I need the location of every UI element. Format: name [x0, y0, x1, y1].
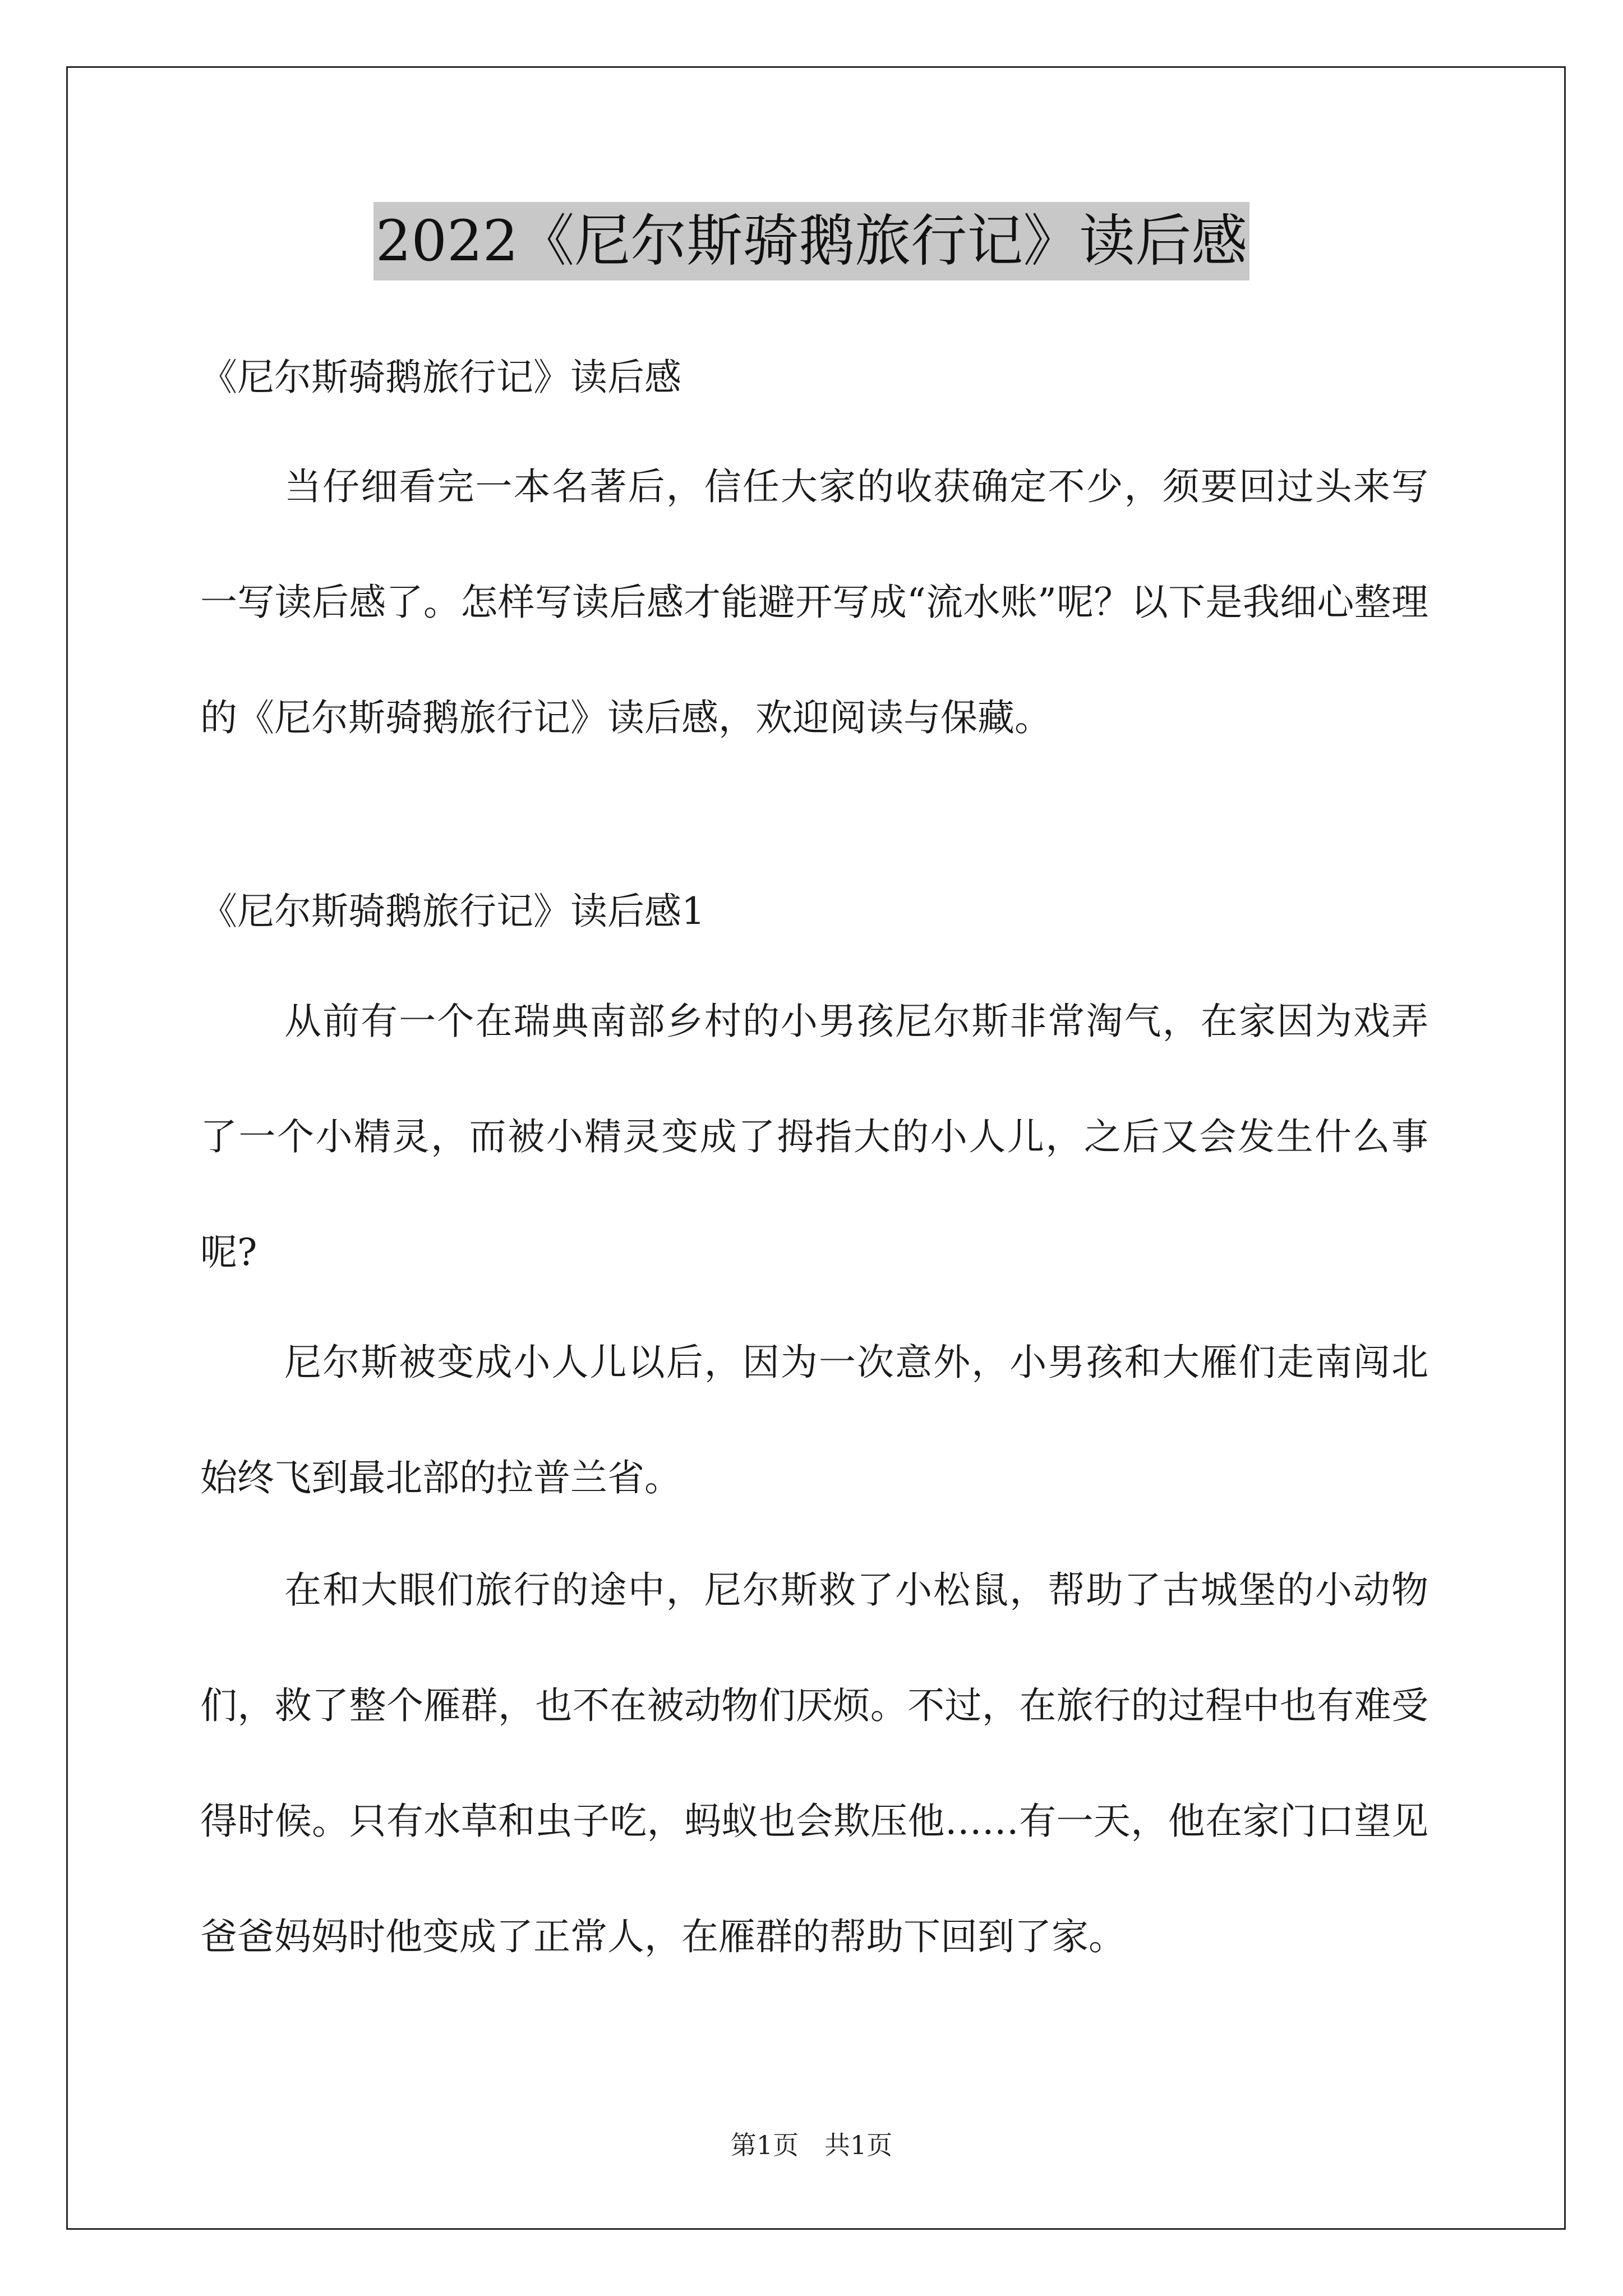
body-paragraph: 尼尔斯被变成小人儿以后，因为一次意外，小男孩和大雁们走南闯北始终飞到最北部的拉普兰省。 — [200, 1341, 1428, 1499]
body-paragraph: 在和大眼们旅行的途中，尼尔斯救了小松鼠，帮助了古城堡的小动物们，救了整个雁群，也不在被动物们厌烦。不过，在旅行的过程中也有难受得时候。只有水草和虫子吃，蚂蚁也会欺压他……有一天，他在家门口望见爸爸妈妈时他变成了正常人，在雁群的帮助下回到了家。 — [200, 1568, 1428, 1958]
section-heading: 《尼尔斯骑鹅旅行记》读后感1 — [200, 890, 705, 933]
document-title: 2022《尼尔斯骑鹅旅行记》读后感 — [374, 202, 1250, 280]
document-subtitle: 《尼尔斯骑鹅旅行记》读后感 — [200, 356, 681, 399]
body-paragraph: 从前有一个在瑞典南部乡村的小男孩尼尔斯非常淘气，在家因为戏弄了一个小精灵，而被小精灵变成了拇指大的小人儿，之后又会发生什么事呢? — [200, 1000, 1428, 1274]
intro-paragraph: 当仔细看完一本名著后，信任大家的收获确定不少，须要回过头来写一写读后感了。怎样写读后感才能避开写成“流水账”呢？以下是我细心整理的《尼尔斯骑鹅旅行记》读后感，欢迎阅读与保藏。 — [200, 465, 1428, 739]
title-container — [0, 202, 1623, 280]
page-footer: 第1页 共1页 — [730, 2130, 893, 2160]
